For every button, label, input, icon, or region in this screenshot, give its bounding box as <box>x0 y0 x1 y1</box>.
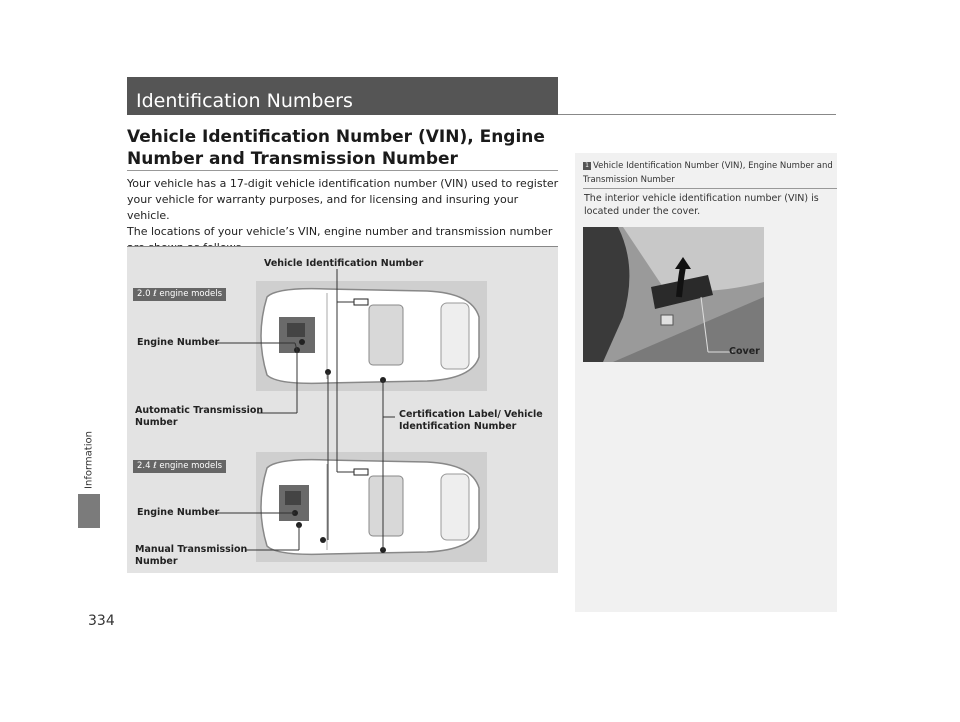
section-title: Vehicle Identification Number (VIN), Engine Number and Transmission Number <box>127 127 545 169</box>
car-top-illustration <box>261 289 479 384</box>
vin-label: Vehicle Identification Number <box>264 258 424 269</box>
sidenote-text: The interior vehicle identification number (VIN) is located under the cover. <box>584 193 819 217</box>
reference-icon: 1 <box>583 162 591 170</box>
page-title: Identification Numbers <box>136 90 353 112</box>
sidenote-heading-text: Vehicle Identification Number (VIN), Engine Number and Transmission Number <box>583 161 833 185</box>
manual-transmission-label: Manual Transmission Number <box>135 544 248 567</box>
engine-model-badge: 2.0 ℓ engine models <box>133 288 226 301</box>
side-tab-marker <box>78 494 100 528</box>
sidenote-box <box>575 153 837 612</box>
side-tab-label: Information <box>83 431 95 489</box>
car-bottom-illustration <box>261 460 479 555</box>
sidenote-rule <box>583 188 837 189</box>
engine-number-label: Engine Number <box>137 507 220 518</box>
engine-number-label: Engine Number <box>137 337 220 348</box>
body-text <box>127 176 562 256</box>
vin-location-figure <box>127 246 558 573</box>
page-number: 334 <box>88 613 115 629</box>
cover-label: Cover <box>729 346 760 357</box>
section-rule <box>127 170 558 171</box>
vin-cover-photo <box>583 227 764 362</box>
header-bar <box>127 77 558 115</box>
paragraph: The locations of your vehicle’s VIN, engine number and transmission number <box>127 225 553 238</box>
engine-model-badge: 2.4 ℓ engine models <box>133 460 226 473</box>
header-rule <box>558 114 836 115</box>
certification-label: Certification Label/ Vehicle Identification Number <box>399 409 543 432</box>
paragraph: Your vehicle has a 17-digit vehicle identification number (VIN) used to register your vehicle for warranty purposes, and for licensing and insuring your vehicle. <box>127 177 559 222</box>
automatic-transmission-label: Automatic Transmission Number <box>135 405 264 428</box>
sidenote-heading <box>583 159 833 187</box>
